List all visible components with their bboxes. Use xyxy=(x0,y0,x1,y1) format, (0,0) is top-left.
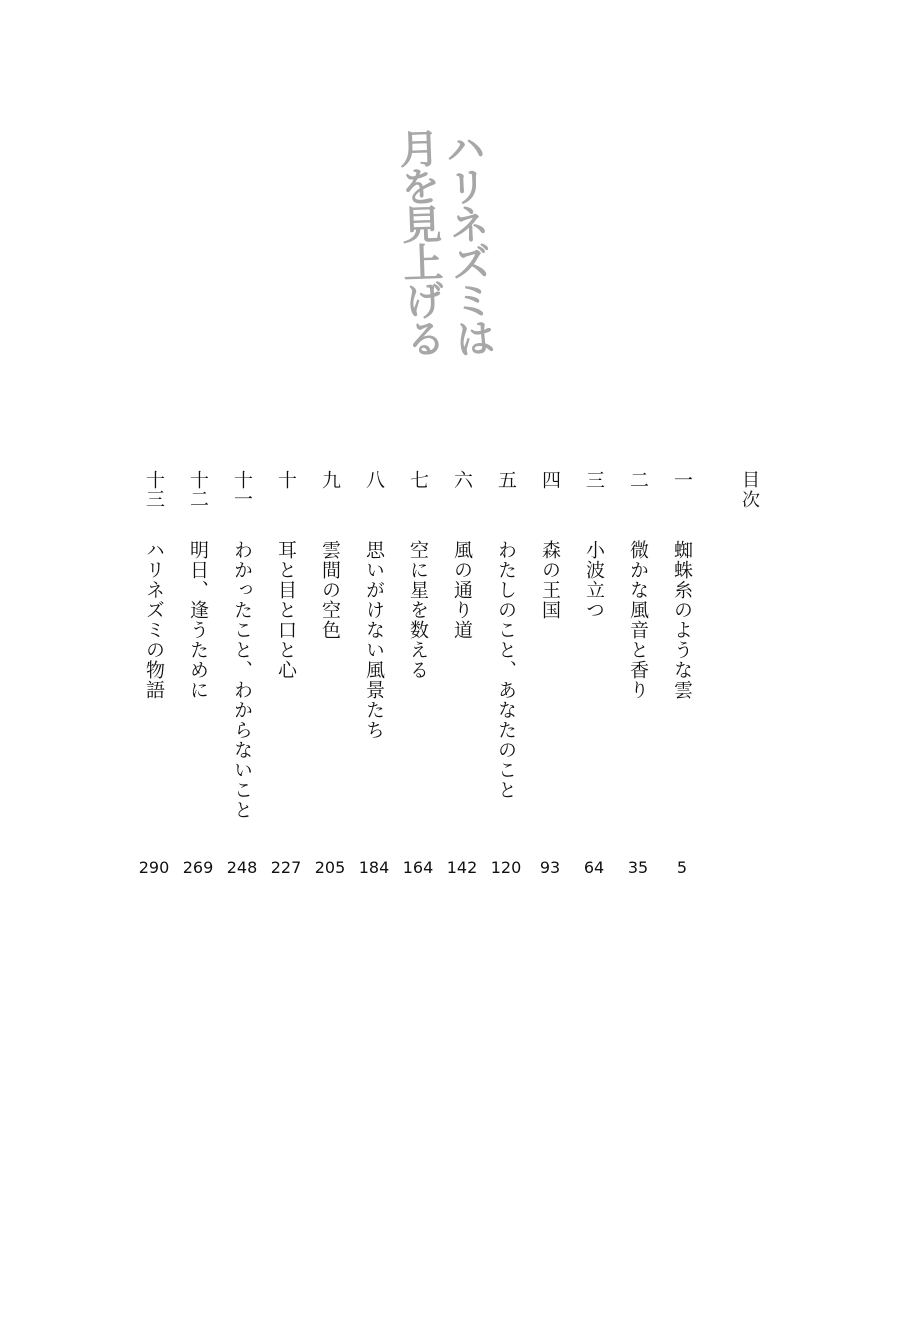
toc-entry-11[interactable] xyxy=(226,470,258,890)
toc-entry-12[interactable] xyxy=(182,470,214,890)
chapter-title: 雲間の空色 xyxy=(319,540,341,640)
chapter-page: 5 xyxy=(676,858,688,877)
chapter-number: 三 xyxy=(583,470,605,489)
toc-entry-6[interactable] xyxy=(446,470,478,890)
chapter-title: 明日、逢うために xyxy=(187,540,209,700)
toc-entry-4[interactable] xyxy=(534,470,566,890)
chapter-title: 小波立つ xyxy=(583,540,605,620)
chapter-title: わたしのこと、あなたのこと xyxy=(495,540,517,800)
chapter-page: 93 xyxy=(539,858,561,877)
chapter-title: 耳と目と口と心 xyxy=(275,540,297,680)
book-title-line-1: ハリネズミは xyxy=(438,126,496,358)
chapter-number: 七 xyxy=(407,470,429,489)
chapter-number: 八 xyxy=(363,470,385,489)
toc-entry-5[interactable] xyxy=(490,470,522,890)
chapter-page: 184 xyxy=(358,858,390,877)
chapter-title: 微かな風音と香り xyxy=(627,540,649,700)
chapter-number: 四 xyxy=(539,470,561,489)
toc-entry-3[interactable] xyxy=(578,470,610,890)
chapter-page: 142 xyxy=(446,858,478,877)
chapter-number: 十三 xyxy=(143,470,165,508)
chapter-page: 205 xyxy=(314,858,346,877)
chapter-page: 64 xyxy=(583,858,605,877)
chapter-page: 120 xyxy=(490,858,522,877)
chapter-title: 空に星を数える xyxy=(407,540,429,680)
chapter-page: 227 xyxy=(270,858,302,877)
book-title xyxy=(392,126,496,368)
chapter-title: ハリネズミの物語 xyxy=(143,540,165,700)
toc-entry-1[interactable] xyxy=(666,470,698,890)
chapter-number: 十一 xyxy=(231,470,253,508)
chapter-title: 思いがけない風景たち xyxy=(363,540,385,740)
chapter-page: 248 xyxy=(226,858,258,877)
chapter-number: 二 xyxy=(627,470,649,489)
chapter-title: 森の王国 xyxy=(539,540,561,620)
toc-entry-2[interactable] xyxy=(622,470,654,890)
toc-entry-10[interactable] xyxy=(270,470,302,890)
chapter-title: 風の通り道 xyxy=(451,540,473,640)
chapter-page: 290 xyxy=(138,858,170,877)
chapter-number: 六 xyxy=(451,470,473,489)
book-title-line-2: 月を見上げる xyxy=(392,127,446,357)
chapter-number: 十 xyxy=(275,470,297,489)
chapter-number: 十二 xyxy=(187,470,209,508)
toc-entry-9[interactable] xyxy=(314,470,346,890)
toc-entry-7[interactable] xyxy=(402,470,434,890)
chapter-number: 五 xyxy=(495,470,517,489)
chapter-page: 35 xyxy=(627,858,649,877)
toc-entry-13[interactable] xyxy=(138,470,170,890)
chapter-page: 269 xyxy=(182,858,214,877)
chapter-number: 一 xyxy=(671,470,693,489)
toc-heading: 目次 xyxy=(739,470,760,510)
chapter-title: 蜘蛛糸のような雲 xyxy=(671,540,693,700)
chapter-title: わかったこと、わからないこと xyxy=(231,540,253,820)
toc-entry-8[interactable] xyxy=(358,470,390,890)
chapter-number: 九 xyxy=(319,470,341,489)
chapter-page: 164 xyxy=(402,858,434,877)
